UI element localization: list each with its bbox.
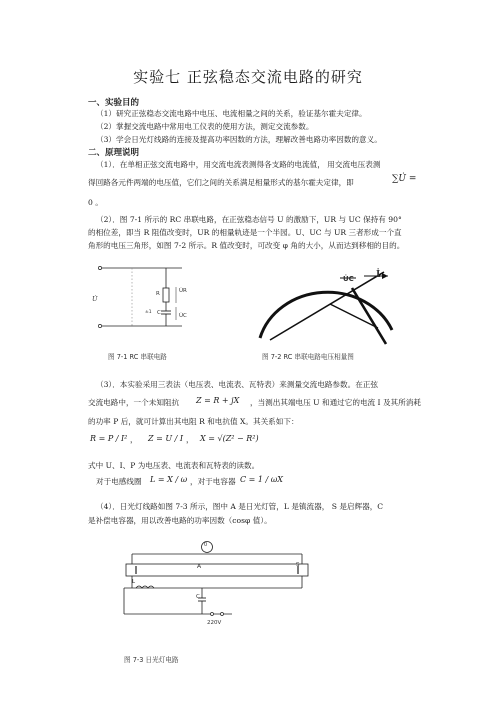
fig3-label-s: S <box>296 562 300 568</box>
principle-para1-line3: 0 。 <box>88 198 103 207</box>
fig3-label-l: L <box>132 579 136 585</box>
section-heading-purpose: 一、实验目的 <box>88 98 140 108</box>
fig2-label-uc: U̇C <box>343 275 354 283</box>
principle-para3-line5a: 对于电感线圈 <box>96 477 142 486</box>
z-magnitude-formula: Z = U / I <box>148 434 184 443</box>
fig1-label-c: C <box>157 310 161 316</box>
fig3-label-zero: 0 <box>204 542 208 548</box>
principle-para2-line1: （2）．图 7-1 所示的 RC 串联电路，在正弦稳态信号 U 的激励下，UR 与 UC 保持有 90° <box>96 215 402 224</box>
figure-rc-circuit <box>96 258 186 338</box>
fig2-label-i: İ <box>376 270 381 280</box>
formula-separator-1: ， <box>130 435 138 444</box>
section-heading-principle: 二、原理说明 <box>88 148 140 158</box>
principle-para2-line2: 的相位差，即当 R 阻值改变时，UR 的相量轨迹是一个半园。U、UC 与 UR 三者形成一个直 <box>88 228 402 237</box>
figure-fluorescent-circuit <box>112 538 322 628</box>
fig3-label-a: A <box>197 563 202 570</box>
principle-para4-line1: （4）．日光灯线路如图 7-3 所示，图中 A 是日光灯管，L 是镇流器， S 是启辉器，C <box>96 502 384 511</box>
principle-para4-line2: 是补偿电容器，用以改善电路的功率因数（cosφ 值）。 <box>88 516 272 525</box>
fig2-caption: 图 7-2 RC 串联电路电压相量图 <box>262 353 354 361</box>
capacitance-formula: C = 1 / ωX <box>240 475 283 484</box>
page-title: 实验七 正弦稳态交流电路的研究 <box>133 68 363 86</box>
reactance-formula: X = √(Z² − R²) <box>200 434 259 443</box>
fig1-label-r: R <box>156 291 160 297</box>
principle-para2-line3: 角形的电压三角形，如图 7-2 所示。R 值改变时，可改变 φ 角的大小，从而达到移相的目的。 <box>88 241 405 250</box>
inductance-formula: L = X / ω <box>150 475 188 484</box>
fig3-label-c: C <box>196 594 200 600</box>
kirchhoff-formula: ∑U̇ = <box>392 174 417 184</box>
principle-para3-line2b: ，当测出其端电压 U 和通过它的电流 I 及其所消耗 <box>250 398 421 407</box>
fig1-cap-mark: ±1 <box>145 310 152 315</box>
principle-para1-line2: 得回路各元件两端的电压值，它们之间的关系满足相量形式的基尔霍夫定律，即 <box>88 178 354 187</box>
fig1-label-ur: U̇R <box>179 288 187 294</box>
principle-para3-line5b: ，对于电容器 <box>190 477 236 486</box>
fig1-label-u: U̇ <box>92 295 98 303</box>
principle-para3-line1: （3）．本实验采用三表法（电压表、电流表、瓦特表）来测量交流电路参数。在正弦 <box>96 380 378 389</box>
fig1-label-uc: U̇C <box>179 313 187 319</box>
principle-para3-line2a: 交流电路中，一个未知阻抗 <box>88 398 180 407</box>
purpose-item-3: （3）学会日光灯线路的连接及提高功率因数的方法，理解改善电路功率因数的意义。 <box>96 135 382 144</box>
fig3-label-supply: 220V <box>207 620 222 626</box>
formula-separator-2: ， <box>186 435 194 444</box>
impedance-formula: Z = R + jX <box>196 396 240 405</box>
purpose-item-2: （2）掌握交流电路中常用电工仪表的使用方法，测定交流参数。 <box>96 122 314 131</box>
fig1-caption: 图 7-1 RC 串联电路 <box>108 353 167 361</box>
purpose-item-1: （1）研究正弦稳态交流电路中电压、电流相量之间的关系，验证基尔霍夫定律。 <box>96 109 367 118</box>
resistance-formula: R = P / I² <box>90 434 128 443</box>
principle-para1-line1: （1）．在单相正弦交流电路中，用交流电流表测得各支路的电流值， 用交流电压表测 <box>96 160 381 169</box>
principle-para3-line4: 式中 U、I、P 为电压表、电流表和瓦特表的读数。 <box>88 461 260 470</box>
fig3-caption: 图 7-3 日光灯电路 <box>124 656 179 664</box>
principle-para3-line3: 的功率 P 后，就可计算出其电阻 R 和电抗值 X。其关系如下： <box>88 417 299 426</box>
